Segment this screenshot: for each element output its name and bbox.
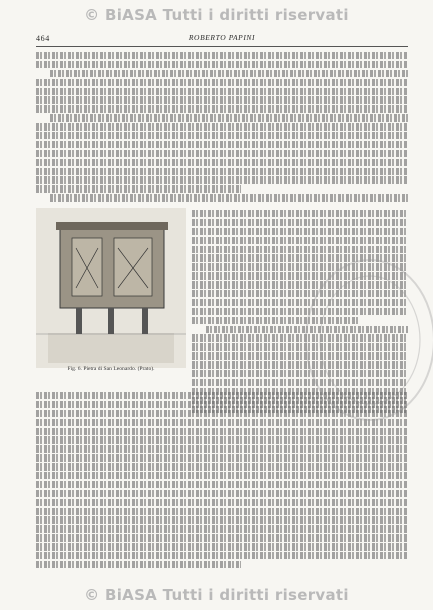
header-rule	[36, 46, 408, 47]
running-head	[36, 31, 408, 45]
figure-caption: Fig. 6. Pietra di San Leonardo. (Prato).	[67, 366, 155, 372]
header-author: ROBERTO PAPINI	[188, 33, 256, 42]
page-number: 464	[36, 34, 50, 43]
watermark-bottom: © BiASA Tutti i diritti riservati	[84, 586, 349, 604]
body-text-top	[36, 52, 408, 203]
body-text-bottom	[36, 392, 408, 570]
figure-pulpit-illustration	[36, 208, 186, 388]
watermark-top: © BiASA Tutti i diritti riservati	[84, 6, 349, 24]
body-text-side	[192, 210, 408, 414]
